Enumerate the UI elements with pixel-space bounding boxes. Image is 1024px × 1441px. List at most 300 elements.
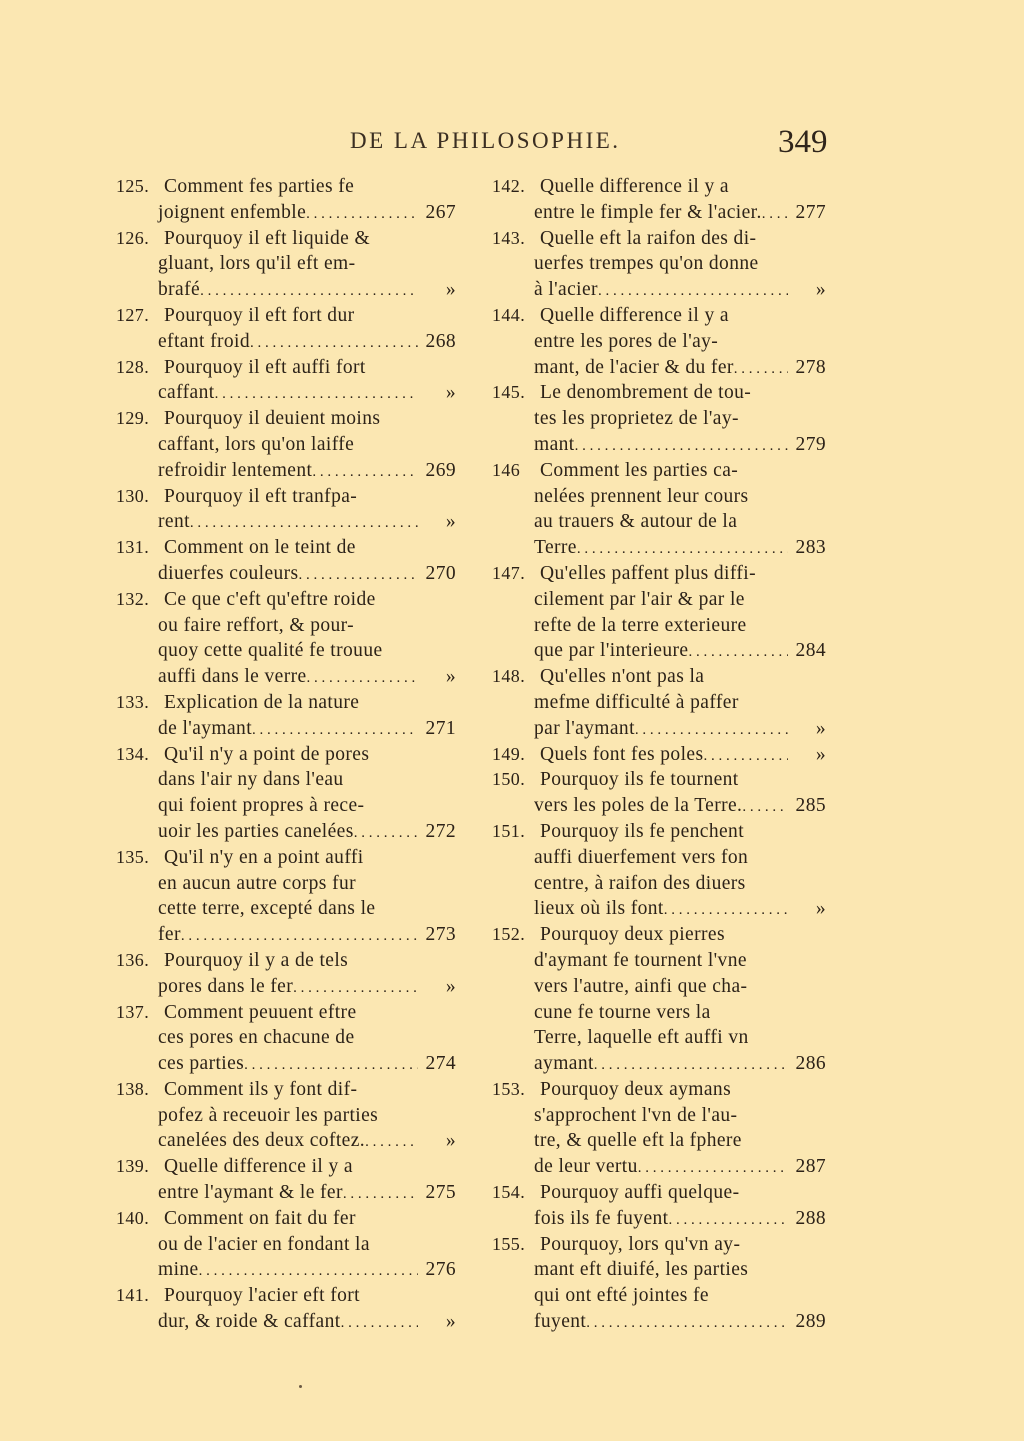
- toc-entry-text: Quelle eft la raifon des di-: [540, 227, 757, 249]
- toc-entry-line: [116, 1257, 456, 1283]
- toc-entry-number: 144.: [492, 304, 526, 325]
- toc-entry-line: [116, 819, 456, 845]
- toc-entry-line: [492, 1309, 826, 1335]
- running-head: DE LA PHILOSOPHIE.: [350, 128, 621, 153]
- toc-entry-page: 271: [425, 717, 456, 739]
- dot-leader: [190, 509, 418, 537]
- toc-entry-text: Pourquoy il eft tranfpa-: [164, 485, 358, 507]
- toc-entry-text: mant, de l'acier & du fer: [534, 356, 734, 378]
- toc-entry-text: pofez à receuoir les parties: [158, 1104, 379, 1126]
- toc-entry-text: ou faire reffort, & pour-: [158, 614, 355, 636]
- toc-entry-text: tre, & quelle eft la fphere: [534, 1130, 742, 1152]
- toc-entry-line: [492, 690, 826, 716]
- toc-entry-line: [116, 690, 456, 716]
- toc-entry-number: 125.: [116, 176, 150, 196]
- toc-entry-line: [116, 1180, 456, 1206]
- toc-entry-text: Quelle difference il y a: [164, 1156, 353, 1178]
- toc-entry-page: 269: [425, 459, 456, 481]
- toc-entry-number: 131.: [116, 537, 150, 558]
- toc-entry-number: 130.: [116, 485, 150, 506]
- dot-leader: [200, 277, 418, 305]
- toc-entry-line: [116, 664, 456, 690]
- toc-entry: [492, 1180, 826, 1232]
- toc-entry: [492, 664, 826, 741]
- toc-entry-line: [116, 251, 456, 277]
- toc-entry-line: [116, 303, 456, 329]
- toc-entry-line: [116, 742, 456, 768]
- toc-entry-text: Explication de la nature: [164, 691, 360, 713]
- toc-entry-text: à l'acier: [534, 279, 598, 301]
- toc-entry-line: [492, 1000, 826, 1026]
- toc-entry-text: dur, & roide & caffant: [158, 1311, 341, 1333]
- toc-entry-text: dans l'air ny dans l'eau: [158, 769, 344, 791]
- toc-entry-number: 135.: [116, 846, 150, 867]
- toc-entry-text: Pourquoy il deuient moins: [164, 408, 381, 430]
- toc-entry-text: Pourquoy ils fe tournent: [540, 769, 739, 791]
- toc-entry-text: fuyent: [534, 1311, 587, 1333]
- toc-entry-line: [492, 638, 826, 664]
- toc-entry: [116, 690, 456, 742]
- toc-entry: [116, 742, 456, 845]
- toc-entry-line: [492, 329, 826, 355]
- toc-entry-text: aymant: [534, 1053, 594, 1075]
- toc-entry-text: Pourquoy deux aymans: [540, 1078, 732, 1100]
- toc-entry: [116, 1077, 456, 1154]
- toc-entry-number: 143.: [492, 227, 526, 248]
- dot-leader: [354, 819, 418, 847]
- toc-entry: [116, 948, 456, 1000]
- toc-entry-line: [116, 1025, 456, 1051]
- toc-entry-line: [492, 251, 826, 277]
- toc-entry-text: entre le fimple fer & l'acier.: [534, 201, 762, 223]
- toc-entry-line: [492, 1232, 826, 1258]
- toc-entry-text: mefme difficulté à paffer: [534, 691, 739, 713]
- toc-entry-page: 270: [425, 562, 456, 584]
- toc-entry-line: [492, 613, 826, 639]
- toc-entry-text: ou de l'acier en fondant la: [158, 1233, 370, 1255]
- toc-entry-text: qui ont efté jointes fe: [534, 1285, 709, 1307]
- toc-entry-page: 287: [795, 1156, 826, 1178]
- toc-entry-page: 279: [795, 433, 826, 455]
- dot-leader: [365, 1128, 418, 1156]
- toc-entry-page: 284: [795, 640, 826, 662]
- toc-entry: [116, 303, 456, 355]
- toc-entry-text: Ce que c'eft qu'eftre roide: [164, 588, 376, 610]
- toc-entry-text: Pourquoy deux pierres: [540, 924, 725, 946]
- toc-entry-number: 140.: [116, 1207, 150, 1228]
- toc-entry: [492, 1232, 826, 1335]
- toc-entry-text: Pourquoy il eft liquide &: [164, 227, 371, 249]
- dot-leader: [312, 458, 418, 486]
- toc-entry-line: [116, 793, 456, 819]
- toc-entry-number: 138.: [116, 1078, 150, 1099]
- toc-entry: [492, 767, 826, 819]
- toc-entry-text: Terre: [534, 537, 577, 559]
- toc-entry-text: Quelle difference il y a: [540, 304, 729, 326]
- toc-entry-text: pores dans le fer: [158, 975, 294, 997]
- toc-left-column: [116, 174, 456, 1335]
- toc-entry-text: entre l'aymant & le fer: [158, 1182, 343, 1204]
- toc-entry-text: ces parties: [158, 1053, 245, 1075]
- toc-entry-number: 150.: [492, 769, 526, 790]
- toc-entry-line: [492, 535, 826, 561]
- toc-entry-page: »: [445, 1311, 456, 1333]
- toc-entry-line: [492, 664, 826, 690]
- toc-entry-line: [492, 432, 826, 458]
- toc-entry-line: [492, 509, 826, 535]
- toc-entry-line: [492, 767, 826, 793]
- toc-entry-page: »: [815, 279, 826, 301]
- toc-entry-line: [492, 277, 826, 303]
- toc-entry-text: canelées des deux coftez.: [158, 1130, 366, 1152]
- toc-entry-line: [492, 871, 826, 897]
- toc-entry-number: 146: [492, 459, 521, 480]
- toc-entry-number: 141.: [116, 1285, 150, 1306]
- toc-entry: [492, 742, 826, 768]
- toc-entry: [116, 845, 456, 948]
- toc-entry-line: [116, 974, 456, 1000]
- toc-entry-text: en aucun autre corps fur: [158, 872, 357, 894]
- toc-entry-text: Comment les parties ca-: [540, 459, 739, 481]
- toc-entry-text: gluant, lors qu'il eft em-: [158, 253, 356, 275]
- dot-leader: [668, 1206, 788, 1234]
- toc-entry-page: 277: [795, 201, 826, 223]
- toc-entry-text: Comment on le teint de: [164, 537, 356, 559]
- dot-leader: [734, 355, 788, 383]
- toc-entry-line: [116, 613, 456, 639]
- toc-entry-number: 126.: [116, 227, 150, 248]
- toc-entry-number: 139.: [116, 1156, 150, 1177]
- toc-entry-line: [116, 484, 456, 510]
- toc-entry-page: »: [445, 1130, 456, 1152]
- toc-entry-line: [492, 1154, 826, 1180]
- toc-entry: [492, 819, 826, 922]
- dot-leader: [635, 716, 788, 744]
- dot-leader: [703, 742, 788, 770]
- page-speck: [299, 1385, 302, 1388]
- toc-entry-page: »: [445, 279, 456, 301]
- toc-entry-page: 276: [425, 1259, 456, 1281]
- toc-entry-text: cette terre, excepté dans le: [158, 898, 376, 920]
- toc-entry-page: 286: [795, 1053, 826, 1075]
- toc-entry-text: mine: [158, 1259, 199, 1281]
- toc-entry-page: »: [815, 743, 826, 765]
- toc-entry-text: centre, à raifon des diuers: [534, 872, 746, 894]
- toc-entry-line: [492, 1257, 826, 1283]
- toc-entry: [492, 922, 826, 1077]
- toc-entry-line: [116, 509, 456, 535]
- toc-entry: [492, 174, 826, 226]
- toc-entry-line: [492, 200, 826, 226]
- toc-entry-page: 272: [425, 820, 456, 842]
- toc-entry-text: cune fe tourne vers la: [534, 1001, 711, 1023]
- toc-entry-number: 147.: [492, 562, 526, 583]
- toc-entry-line: [492, 1025, 826, 1051]
- toc-entry-line: [492, 1103, 826, 1129]
- toc-entry-text: mant: [534, 433, 575, 455]
- toc-entry-line: [116, 1283, 456, 1309]
- dot-leader: [299, 561, 418, 589]
- toc-entry-text: vers l'autre, ainfi que cha-: [534, 975, 748, 997]
- toc-entry-line: [116, 922, 456, 948]
- toc-entry-line: [116, 1000, 456, 1026]
- toc-entry-text: par l'aymant: [534, 717, 635, 739]
- toc-entry-line: [116, 432, 456, 458]
- toc-entry-line: [116, 716, 456, 742]
- toc-entry-text: Pourquoy ils fe penchent: [540, 820, 745, 842]
- toc-entry-text: Pourquoy l'acier eft fort: [164, 1285, 360, 1307]
- toc-entry: [116, 226, 456, 303]
- dot-leader: [199, 1257, 418, 1285]
- toc-entry: [492, 458, 826, 561]
- toc-entry-line: [492, 355, 826, 381]
- toc-entry: [116, 1206, 456, 1283]
- toc-entry-line: [492, 819, 826, 845]
- toc-entry-number: 134.: [116, 743, 150, 764]
- toc-entry-text: caffant: [158, 382, 215, 404]
- toc-entry-line: [116, 1051, 456, 1077]
- toc-entry-line: [116, 948, 456, 974]
- toc-entry-line: [492, 587, 826, 613]
- toc-entry-text: Qu'elles n'ont pas la: [540, 666, 705, 688]
- toc-entry-text: uerfes trempes qu'on donne: [534, 253, 759, 275]
- toc-entry-text: Pourquoy il y a de tels: [164, 949, 349, 971]
- toc-entry-number: 152.: [492, 924, 526, 945]
- toc-entry-text: qui foient propres à rece-: [158, 795, 365, 817]
- toc-entry: [492, 303, 826, 380]
- toc-entry-line: [492, 948, 826, 974]
- toc-entry-page: »: [815, 898, 826, 920]
- toc-entry-line: [116, 1128, 456, 1154]
- toc-entry-number: 128.: [116, 356, 150, 377]
- dot-leader: [341, 1309, 418, 1337]
- toc-entry-text: Pourquoy il eft fort dur: [164, 304, 355, 326]
- toc-entry: [492, 561, 826, 664]
- toc-entry-text: lieux où ils font: [534, 898, 664, 920]
- toc-entry-number: 142.: [492, 176, 526, 196]
- toc-entry-line: [492, 922, 826, 948]
- toc-entry-text: au trauers & autour de la: [534, 511, 738, 533]
- toc-entry-page: 273: [425, 924, 456, 946]
- toc-entry-text: refroidir lentement: [158, 459, 313, 481]
- toc-entry-text: vers les poles de la Terre.: [534, 795, 743, 817]
- toc-entry-line: [492, 1206, 826, 1232]
- toc-entry-text: Terre, laquelle eft auffi vn: [534, 1027, 749, 1049]
- toc-right-column: [492, 174, 826, 1335]
- toc-entry-line: [116, 1309, 456, 1335]
- toc-entry-text: quoy cette qualité fe trouue: [158, 640, 383, 662]
- toc-entry-text: nelées prennent leur cours: [534, 485, 749, 507]
- toc-entry-line: [116, 871, 456, 897]
- dot-leader: [594, 1051, 788, 1079]
- toc-entry-line: [116, 767, 456, 793]
- toc-entry-page: »: [445, 975, 456, 997]
- toc-entry-number: 153.: [492, 1078, 526, 1099]
- dot-leader: [244, 1051, 418, 1079]
- toc-entry-text: s'approchent l'vn de l'au-: [534, 1104, 738, 1126]
- toc-entry-line: [492, 1077, 826, 1103]
- toc-entry-text: uoir les parties canelées: [158, 820, 354, 842]
- toc-entry-text: mant eft diuifé, les parties: [534, 1259, 749, 1281]
- toc-entry: [116, 1154, 456, 1206]
- toc-entry-line: [492, 716, 826, 742]
- toc-entry-text: Comment peuuent eftre: [164, 1001, 357, 1023]
- toc-entry-number: 132.: [116, 588, 150, 609]
- dot-leader: [307, 664, 418, 692]
- toc-entry-line: [492, 845, 826, 871]
- toc-entry: [492, 380, 826, 457]
- toc-entry-page: »: [815, 717, 826, 739]
- toc-entry-text: eftant froid: [158, 330, 250, 352]
- toc-entry-page: 274: [425, 1053, 456, 1075]
- toc-entry-text: refte de la terre exterieure: [534, 614, 747, 636]
- toc-entry-number: 145.: [492, 382, 526, 403]
- dot-leader: [252, 716, 418, 744]
- toc-entry-text: Qu'il n'y en a point auffi: [164, 846, 364, 868]
- toc-entry-text: auffi dans le verre: [158, 666, 307, 688]
- toc-entry-page: 283: [795, 537, 826, 559]
- toc-entry-number: 154.: [492, 1182, 526, 1203]
- dot-leader: [575, 432, 788, 460]
- dot-leader: [250, 329, 418, 357]
- toc-entry-page: »: [445, 382, 456, 404]
- toc-entry-page: 289: [795, 1311, 826, 1333]
- dot-leader: [181, 922, 418, 950]
- toc-entry: [116, 1000, 456, 1077]
- toc-entry-line: [116, 561, 456, 587]
- toc-entry-page: 285: [795, 795, 826, 817]
- page-number: 349: [778, 124, 828, 160]
- toc-entry-text: de l'aymant: [158, 717, 253, 739]
- toc-entry-line: [492, 380, 826, 406]
- toc-entry-line: [116, 355, 456, 381]
- toc-entry-text: Pourquoy auffi quelque-: [540, 1182, 740, 1204]
- toc-entry-line: [492, 484, 826, 510]
- toc-entry-line: [116, 896, 456, 922]
- toc-entry-text: Le denombrement de tou-: [540, 382, 752, 404]
- toc-entry-line: [116, 277, 456, 303]
- toc-entry-text: que par l'interieure: [534, 640, 689, 662]
- dot-leader: [586, 1309, 788, 1337]
- toc-entry-text: rent: [158, 511, 190, 533]
- toc-entry-text: joignent enfemble: [158, 201, 307, 223]
- toc-entry-line: [116, 380, 456, 406]
- toc-entry-line: [116, 1103, 456, 1129]
- toc-entry-text: diuerfes couleurs: [158, 562, 299, 584]
- toc-entry-line: [116, 845, 456, 871]
- toc-entry-number: 127.: [116, 304, 150, 325]
- toc-entry: [116, 174, 456, 226]
- toc-entry: [116, 355, 456, 407]
- toc-entry-line: [492, 896, 826, 922]
- toc-entry: [492, 226, 826, 303]
- toc-entry-number: 151.: [492, 820, 526, 841]
- toc-entry-text: Comment fes parties fe: [164, 176, 355, 197]
- toc-entry-line: [116, 174, 456, 200]
- toc-entry-text: d'aymant fe tournent l'vne: [534, 949, 747, 971]
- dot-leader: [688, 638, 788, 666]
- toc-entry-line: [492, 1051, 826, 1077]
- toc-entry-page: »: [445, 666, 456, 688]
- dot-leader: [664, 896, 788, 924]
- toc-entry-text: fer: [158, 924, 181, 946]
- toc-entry: [116, 587, 456, 690]
- toc-entry-line: [492, 974, 826, 1000]
- toc-entry: [116, 1283, 456, 1335]
- toc-entry-text: Comment ils y font dif-: [164, 1078, 358, 1100]
- toc-entry-number: 133.: [116, 691, 150, 712]
- dot-leader: [215, 380, 418, 408]
- toc-entry-line: [492, 406, 826, 432]
- toc-entry-line: [116, 535, 456, 561]
- toc-entry: [116, 535, 456, 587]
- toc-entry-text: tes les proprietez de l'ay-: [534, 408, 739, 430]
- toc-entry-text: Comment on fait du fer: [164, 1207, 356, 1229]
- toc-entry-line: [116, 638, 456, 664]
- dot-leader: [638, 1154, 788, 1182]
- toc-entry-line: [492, 793, 826, 819]
- toc-entry-text: ces pores en chacune de: [158, 1027, 355, 1049]
- toc-entry-text: Quels font fes poles: [540, 743, 704, 765]
- toc-entry-line: [492, 303, 826, 329]
- toc-entry-line: [492, 742, 826, 768]
- toc-entry-line: [116, 1077, 456, 1103]
- toc-entry-page: 268: [425, 330, 456, 352]
- toc-entry-line: [116, 1232, 456, 1258]
- toc-entry-line: [492, 561, 826, 587]
- toc-entry-text: Qu'elles paffent plus diffi-: [540, 562, 756, 584]
- dot-leader: [742, 793, 788, 821]
- toc-entry-line: [492, 1180, 826, 1206]
- toc-entry-text: caffant, lors qu'on laiffe: [158, 433, 355, 455]
- toc-entry-text: brafé: [158, 279, 201, 301]
- toc-entry-line: [492, 226, 826, 252]
- toc-entry-text: de leur vertu: [534, 1156, 638, 1178]
- toc-entry-text: auffi diuerfement vers fon: [534, 846, 749, 868]
- toc-entry-line: [492, 1128, 826, 1154]
- toc-entry-line: [116, 200, 456, 226]
- toc-entry: [492, 1077, 826, 1180]
- toc-entry-number: 155.: [492, 1233, 526, 1254]
- toc-entry-text: fois ils fe fuyent: [534, 1207, 669, 1229]
- toc-entry-page: 275: [425, 1182, 456, 1204]
- toc-entry-line: [116, 226, 456, 252]
- toc-entry-text: Qu'il n'y a point de pores: [164, 743, 370, 765]
- toc-entry-line: [116, 587, 456, 613]
- toc-entry-number: 148.: [492, 666, 526, 687]
- toc-entry-number: 136.: [116, 949, 150, 970]
- toc-entry-line: [116, 406, 456, 432]
- toc-entry: [116, 484, 456, 536]
- toc-entry-text: Pourquoy il eft auffi fort: [164, 356, 366, 378]
- toc-entry-line: [492, 174, 826, 200]
- toc-entry-line: [116, 329, 456, 355]
- toc-entry-line: [492, 1283, 826, 1309]
- toc-entry-number: 149.: [492, 743, 526, 764]
- toc-entry-line: [492, 458, 826, 484]
- toc-entry-number: 137.: [116, 1001, 150, 1022]
- dot-leader: [598, 277, 788, 305]
- toc-entry-page: 267: [425, 201, 456, 223]
- toc-entry-text: entre les pores de l'ay-: [534, 330, 719, 352]
- toc-entry-number: 129.: [116, 408, 150, 429]
- dot-leader: [343, 1180, 418, 1208]
- dot-leader: [293, 974, 418, 1002]
- toc-entry-line: [116, 1154, 456, 1180]
- toc-entry-text: Quelle difference il y a: [540, 176, 729, 197]
- toc-entry-text: Pourquoy, lors qu'vn ay-: [540, 1233, 741, 1255]
- dot-leader: [306, 200, 418, 228]
